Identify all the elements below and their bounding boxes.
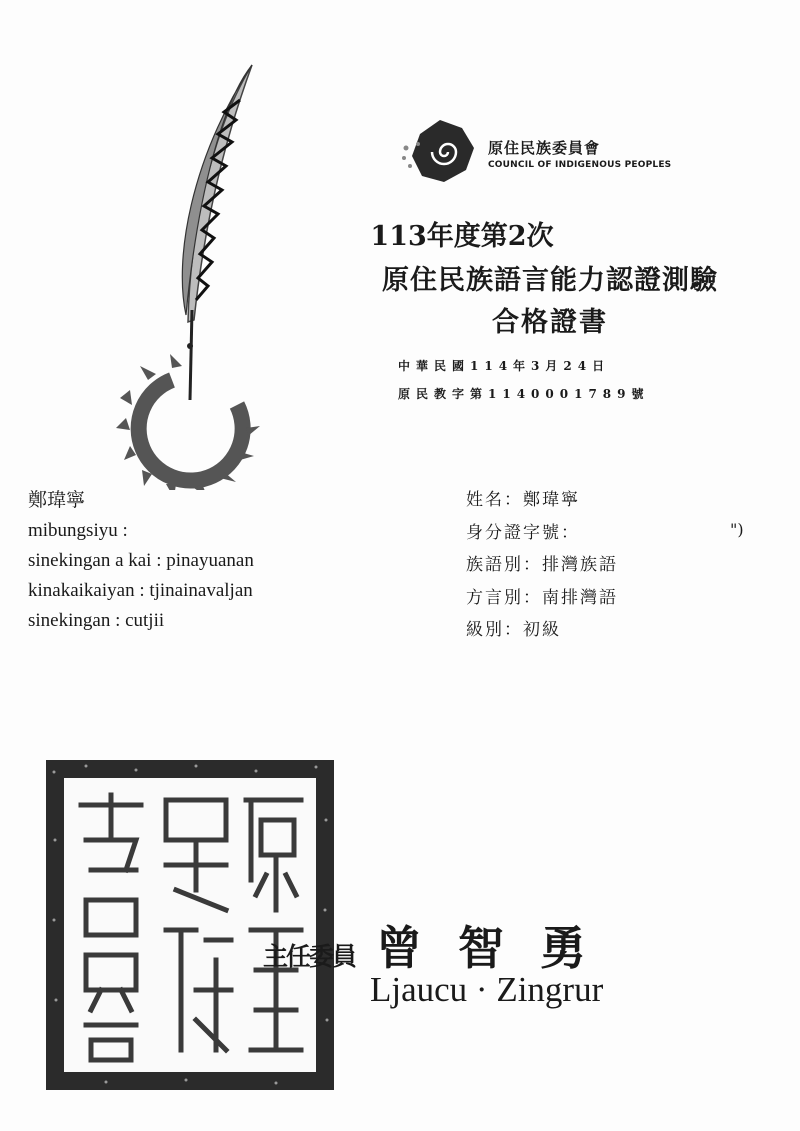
level-indigenous: sinekingan : cutjii <box>28 610 165 631</box>
council-emblem-icon <box>400 118 482 188</box>
signatory-name-roman: Ljaucu · Zingrur <box>370 970 604 1009</box>
org-name-en: COUNCIL OF INDIGENOUS PEOPLES <box>488 159 672 170</box>
dialect-indigenous: kinakaikaiyan : tjinainavaljan <box>28 580 253 601</box>
holder-name-left: 鄭瑋寧 <box>28 490 86 511</box>
title-session: 113年度第2次 <box>370 221 554 252</box>
holder-info-indigenous <box>28 486 254 636</box>
title-certificate: 合格證書 <box>492 307 608 338</box>
official-seal <box>46 760 334 1090</box>
title-exam: 原住民族語言能力認證測驗 <box>382 265 718 296</box>
level-row: 級別：初級 <box>466 620 561 640</box>
mibungsiyu-label: mibungsiyu : <box>28 520 128 541</box>
feather-sun-emblem <box>112 60 272 490</box>
issue-date: 中華民國114年3月24日 <box>398 359 611 373</box>
language-row: 族語別：排灣族語 <box>466 555 618 575</box>
document-number: 原民教字第1140001789號 <box>398 387 650 401</box>
signatory-title: 主任委員 <box>263 942 356 971</box>
holder-id-row: 身分證字號： <box>466 522 580 543</box>
council-logo <box>400 118 671 188</box>
holder-name-row: 姓名：鄭瑋寧 <box>466 490 580 510</box>
language-indigenous: sinekingan a kai : pinayuanan <box>28 550 254 571</box>
org-name-zh: 原住民族委員會 <box>488 138 601 157</box>
dialect-row: 方言別：南排灣語 <box>466 587 618 608</box>
signatory-name-zh: 曾智勇 <box>376 921 622 975</box>
holder-info-chinese <box>466 484 618 647</box>
id-partial-mark: ") <box>730 520 744 539</box>
